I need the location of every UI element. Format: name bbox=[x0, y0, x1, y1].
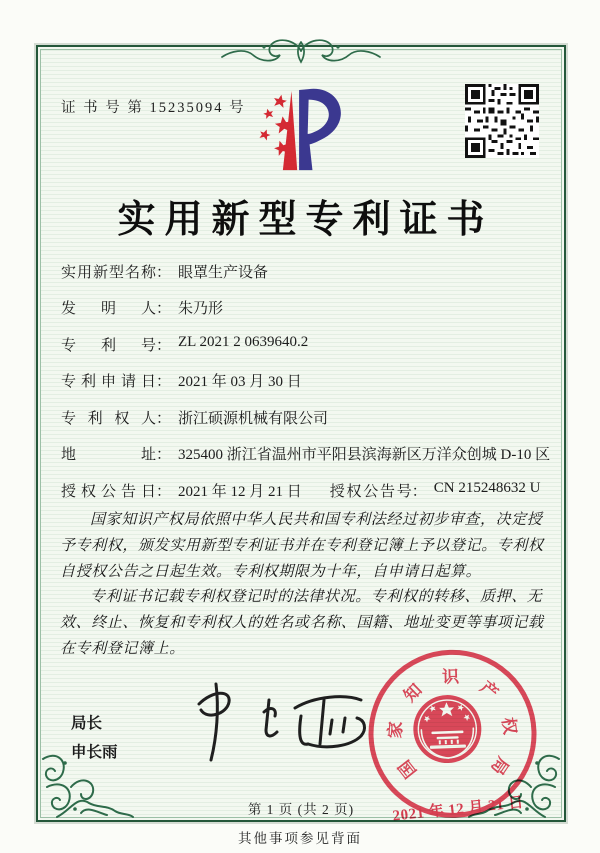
director-signature bbox=[169, 678, 384, 778]
seal-ring-char: 产 bbox=[476, 677, 502, 703]
grant-no-pair bbox=[330, 480, 541, 501]
grant-paragraph: 国家知识产权局依照中华人民共和国专利法经过初步审查，决定授予专利权，颁发实用新型专利证书并在专利登记簿上予以登记。专利权自授权公告之日起生效。专利权期限为十年，自申请日起算。 bbox=[60, 512, 544, 580]
field-row-grant bbox=[61, 480, 540, 501]
seal-ring-char: 局 bbox=[487, 753, 513, 779]
field-name-label: 实用新型名称 bbox=[61, 265, 156, 281]
field-inventor-value: 朱乃形 bbox=[178, 301, 224, 317]
field-row-patent-no bbox=[61, 334, 308, 355]
field-name-value: 眼罩生产设备 bbox=[178, 265, 269, 281]
field-grant-no-label: 授权公告号 bbox=[329, 484, 412, 500]
qr-code bbox=[465, 84, 539, 158]
seal-ring-char: 国 bbox=[394, 756, 421, 782]
field-row-filing-date bbox=[61, 370, 302, 391]
colon: ： bbox=[156, 484, 172, 500]
page-indicator: 第 1 页 (共 2 页) bbox=[247, 802, 355, 817]
officer-name: 申长雨 bbox=[71, 743, 118, 761]
field-row-address bbox=[61, 443, 550, 464]
colon: ： bbox=[156, 338, 172, 354]
cnipa-logo-icon bbox=[239, 84, 363, 180]
national-emblem-icon bbox=[410, 692, 484, 766]
seal-ring-char: 家 bbox=[385, 720, 406, 740]
field-filing-date-value: 2021 年 03 月 30 日 bbox=[178, 374, 302, 390]
field-row-inventor bbox=[61, 297, 223, 318]
field-grant-date-label: 授权公告日 bbox=[61, 484, 156, 500]
certificate-inner bbox=[40, 49, 562, 825]
certificate-title: 实用新型专利证书 bbox=[117, 199, 494, 241]
officer-block bbox=[71, 710, 118, 767]
seal-ring-char: 知 bbox=[400, 680, 426, 706]
certificate-frame bbox=[36, 45, 566, 825]
colon: ： bbox=[156, 411, 172, 427]
top-flourish-ornament bbox=[216, 34, 386, 68]
field-filing-date-label: 专利申请日 bbox=[61, 374, 156, 390]
colon: ： bbox=[156, 374, 172, 390]
field-patent-no-label: 专利号 bbox=[61, 338, 156, 354]
colon: ： bbox=[156, 447, 172, 463]
field-row-patentee bbox=[61, 407, 328, 428]
official-seal bbox=[356, 645, 543, 851]
field-grant-no-value: CN 215248632 U bbox=[433, 480, 541, 496]
colon: ： bbox=[156, 301, 172, 317]
field-patentee-value: 浙江硕源机械有限公司 bbox=[178, 411, 329, 427]
certificate-body-text bbox=[60, 508, 548, 663]
field-patent-no-value: ZL 2021 2 0639640.2 bbox=[178, 334, 309, 350]
field-address-value: 325400 浙江省温州市平阳县滨海新区万洋众创城 D-10 区 bbox=[178, 447, 551, 463]
field-grant-date-value: 2021 年 12 月 21 日 bbox=[178, 484, 302, 500]
seal-ring-char: 识 bbox=[441, 667, 460, 687]
colon: ： bbox=[156, 265, 172, 281]
seal-date: 2021 年 12 月 21 日 bbox=[391, 794, 525, 825]
back-note: 其他事项参见背面 bbox=[238, 831, 362, 846]
field-inventor-label: 发明人 bbox=[61, 301, 156, 317]
legal-paragraph: 专利证书记载专利权登记时的法律状况。专利权的转移、质押、无效、终止、恢复和专利权人的姓名或名称、国籍、地址变更等事项记载在专利登记簿上。 bbox=[60, 589, 544, 657]
field-address-label: 地址 bbox=[61, 447, 156, 463]
seal-ring-char: 权 bbox=[498, 716, 520, 736]
officer-title: 局长 bbox=[71, 715, 103, 732]
certificate-number: 证 书 号 第 15235094 号 bbox=[61, 100, 246, 116]
field-patentee-label: 专利权人 bbox=[61, 411, 156, 427]
colon: ： bbox=[411, 484, 427, 500]
field-row-name bbox=[61, 261, 268, 282]
grant-date-pair bbox=[61, 480, 302, 501]
